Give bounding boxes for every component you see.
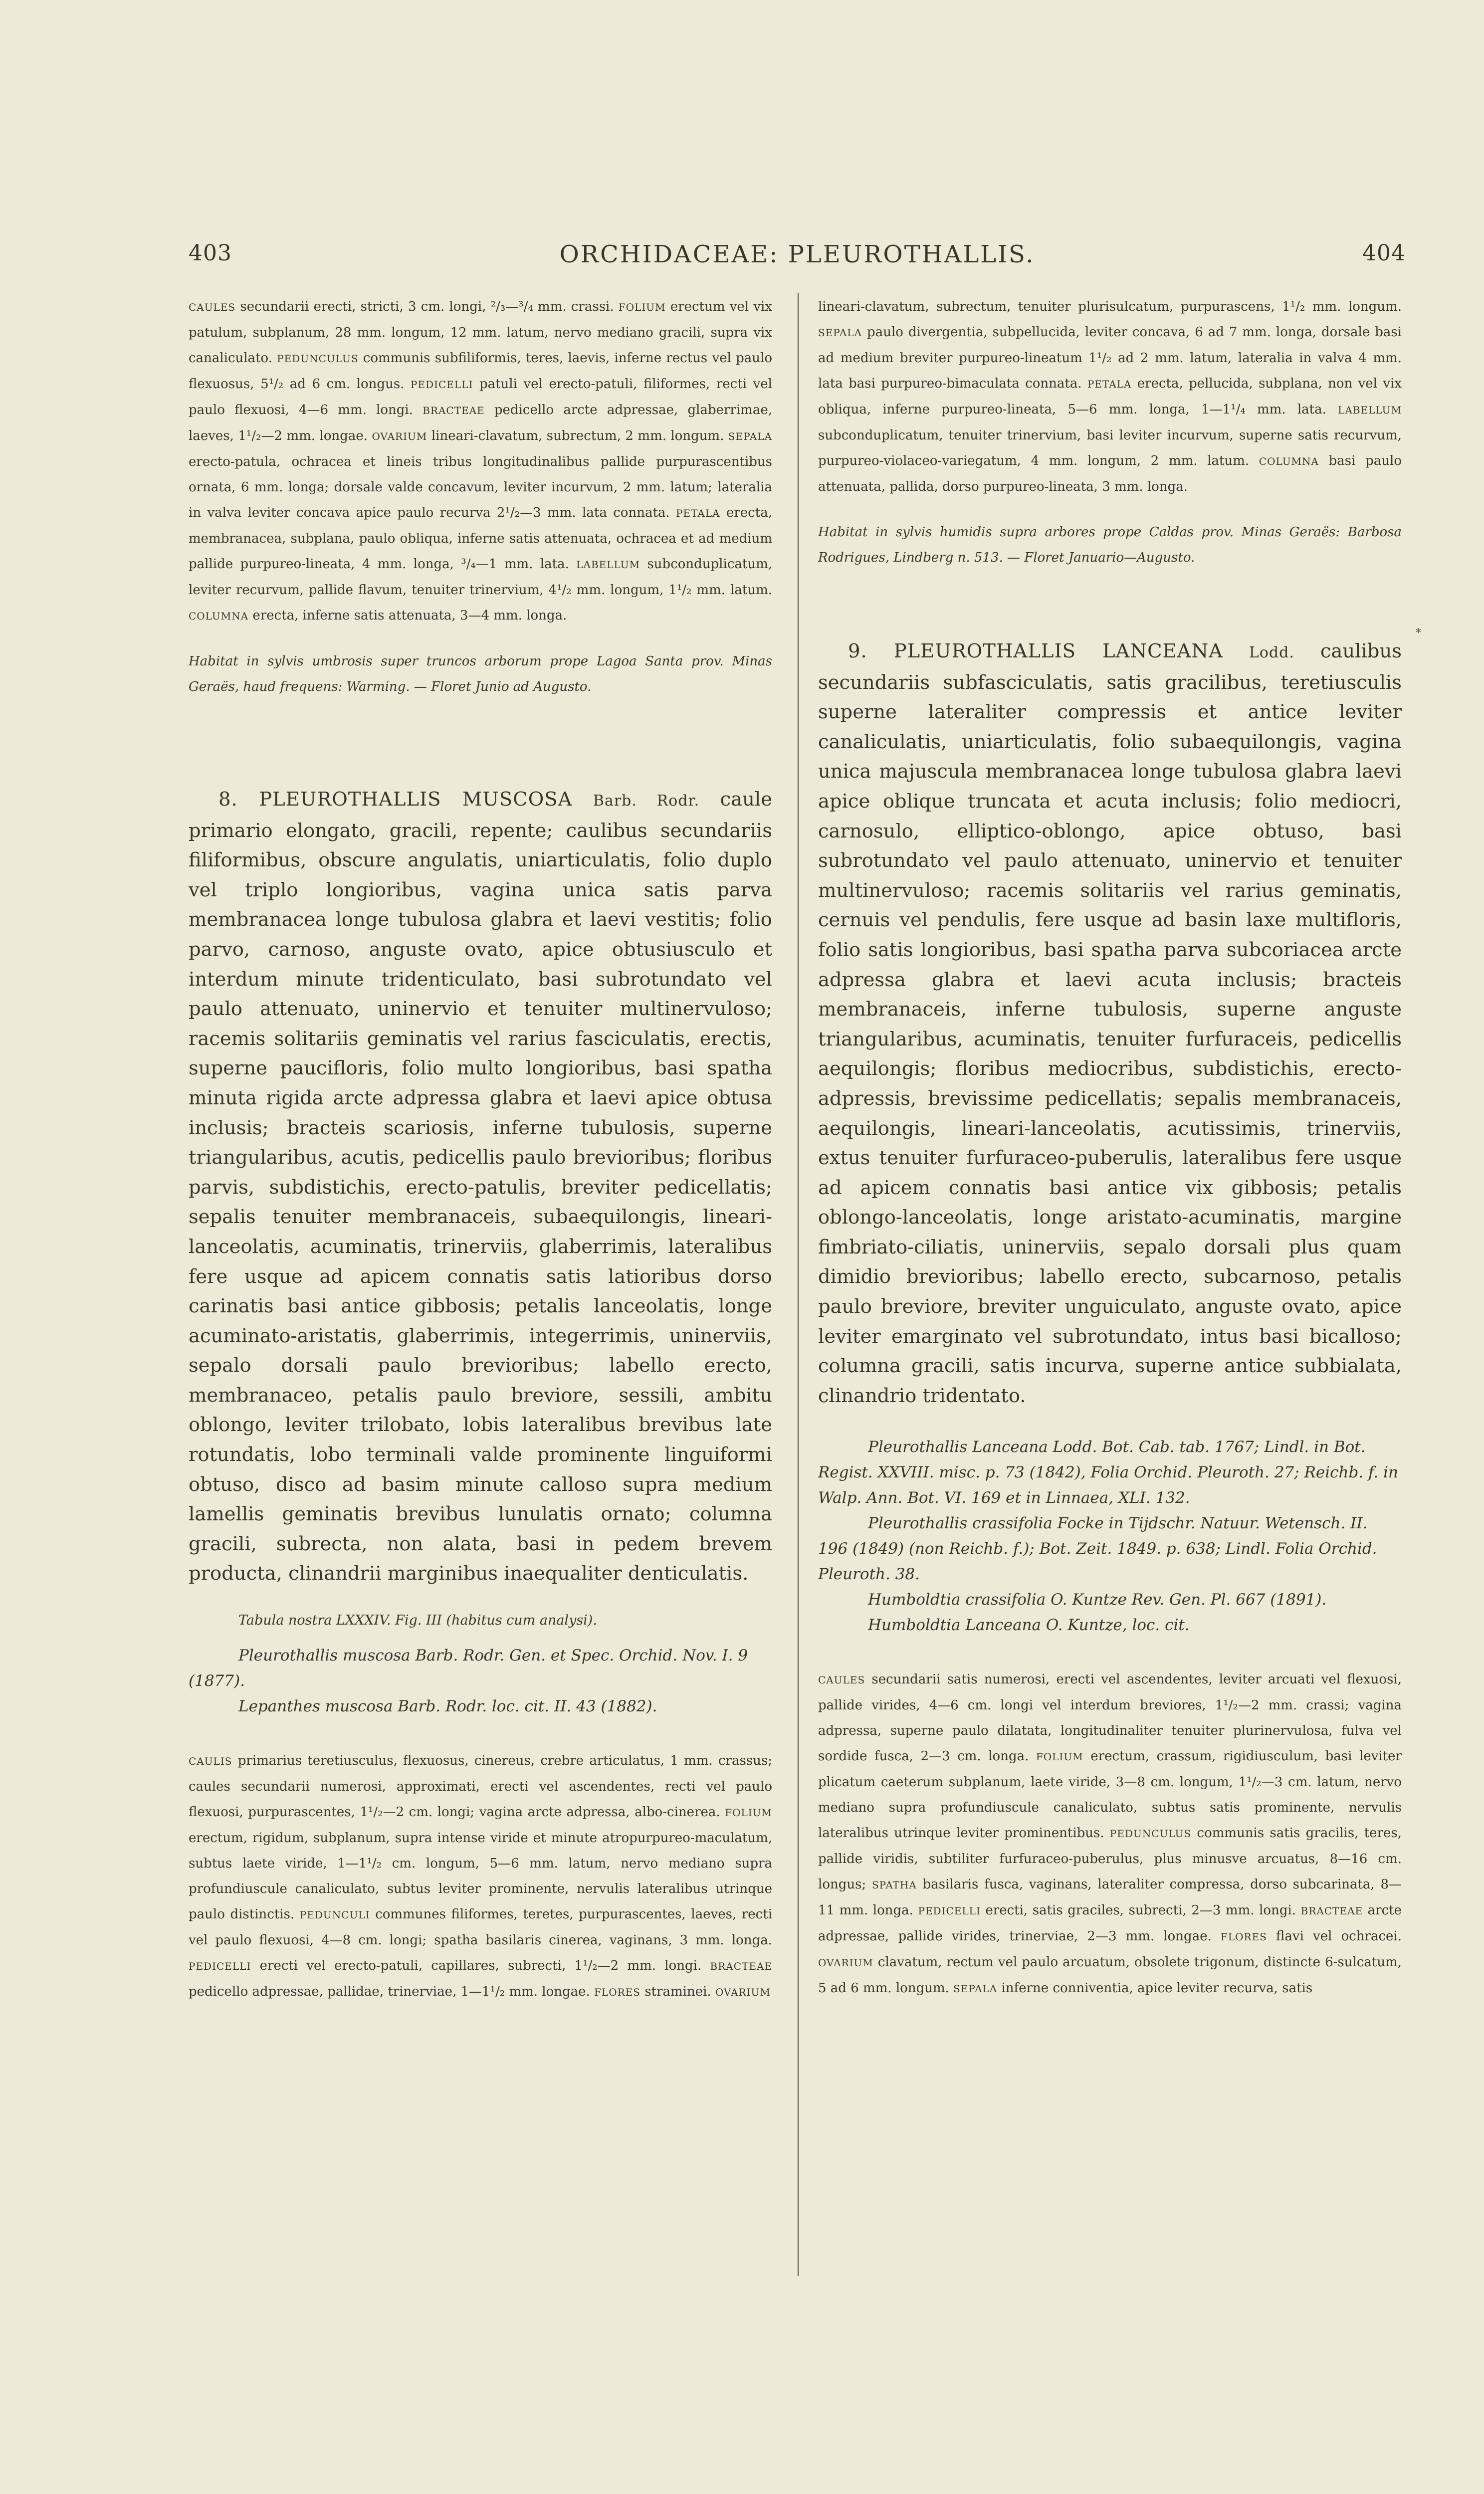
text-run: lineari-clavatum, subrectum, tenuiter plurisulcatum, purpurascens, 1¹/₂ mm. longum. xyxy=(818,299,1402,314)
section-keyword: PEDICELLI xyxy=(411,379,473,391)
text-run: pedicello arcte adpressae, glaberrimae, laeves, 1¹/₂—2 mm. longae. xyxy=(189,403,772,443)
text-run: communis subfiliformis, teres, laevis, inferne rectus vel paulo flexuosus, 5¹/₂ ad 6 cm. longus. xyxy=(189,351,772,392)
text-run: secundarii erecti, stricti, 3 cm. longi, ²/₃—³/₄ mm. crassi. xyxy=(235,299,619,314)
page-number-right: 404 xyxy=(1362,240,1406,266)
section-keyword: OVARIUM xyxy=(715,1986,771,1999)
species-9-description xyxy=(818,1667,1402,2002)
section-keyword: COLUMNA xyxy=(1259,455,1319,467)
section-keyword: SEPALA xyxy=(953,1983,998,1995)
species-8-diagnosis xyxy=(189,785,772,1589)
text-run: basi paulo attenuata, pallida, dorso purpureo-lineata, 3 mm. longa. xyxy=(818,453,1402,494)
text-run: subconduplicatum, tenuiter trinervium, basi leviter incurvum, superne satis recurvum, purpureo-violaceo-variegatum, 4 mm. longum, 2 mm. latum. xyxy=(818,428,1402,468)
running-title-genus: PLEUROTHALLIS. xyxy=(788,240,1035,268)
section-keyword: BRACTEAE xyxy=(710,1960,772,1973)
section-keyword: BRACTEAE xyxy=(1300,1905,1363,1917)
text-run: erecto-patula, ochracea et lineis tribus longitudinalibus pallide purpurascentibus ornata, 6 mm. longa; dorsale valde concavum, leviter incurvum, 2 mm. latum; lateralia in valva leviter concava apice paulo recurva 2¹/₂—3 mm. lata connata. xyxy=(189,454,772,520)
species-8-text: caule primario elongato, gracili, repente; caulibus secundariis filiformibus, obscure angulatis, uniarticulatis, folio duplo vel triplo longioribus, vagina unica satis parva membranacea longe tubulosa glabra et laevi vestitis; folio parvo, carnoso, anguste ovato, apice obtusiusculo et interdum minute tridenticulato, basi subrotundato vel paulo attenuato, uninervio et tenuiter multinervuloso; racemis solitariis geminatis vel rarius fasciculatis, erectis, superne paucifloris, folio multo longioribus, basi spatha minuta rigida arcte adpressa glabra et laevi apice obtusa inclusis; bracteis scariosis, inferne tubulosis, superne triangularibus, acutis, pedicellis paulo brevioribus; floribus parvis, subdistichis, erecto-patulis, breviter pedicellatis; sepalis tenuiter membranaceis, subaequilongis, lineari-lanceolatis, acuminatis, trinerviis, glaberrimis, lateralibus fere usque ad apicem connatis satis latioribus dorso carinatis basi antice gibbosis; petalis lanceolatis, longe acuminato-aristatis, glaberrimis, integerrimis, uninerviis, sepalo dorsali paulo brevioribus; labello erecto, membranaceo, petalis paulo breviore, sessili, ambitu oblongo, leviter trilobato, lobis lateralibus brevibus late rotundatis, lobo terminali valde prominente linguiformi obtuso, disco ad basim minute calloso supra medium lamellis geminatis brevibus lunulatis ornato; columna gracili, subrecta, non alata, basi in pedem brevem producta, clinandrii marginibus inaequaliter denticulatis. xyxy=(189,788,772,1585)
text-run: pedicello adpressae, pallidae, trinerviae, 1—1¹/₂ mm. longae. xyxy=(189,1984,595,2000)
section-keyword: OVARIUM xyxy=(372,430,427,442)
species-9-diagnosis xyxy=(818,636,1402,1411)
description-continuation xyxy=(818,294,1402,500)
text-run: clavatum, rectum vel paulo arcuatum, obsolete trigonum, distincte 6-sulcatum, 5 ad 6 mm. longum. xyxy=(818,1955,1402,1996)
text-run: paulo divergentia, subpellucida, leviter concava, 6 ad 7 mm. longa, dorsale basi ad medium breviter purpureo-lineatum 1¹/₂ ad 2 mm. latum, lateralia in valva 4 mm. lata basi purpureo-bimaculata connata. xyxy=(818,325,1402,391)
text-run: erectum, crassum, rigidiusculum, basi leviter plicatum caeterum subplanum, laete viride, 3—8 cm. longum, 1¹/₂—3 cm. latum, nervo mediano supra profundiuscule canaliculato, subtus satis prominente, nervulis lateralibus utrinque leviter prominentibus. xyxy=(818,1749,1402,1841)
section-keyword: COLUMNA xyxy=(189,610,249,622)
species-9-name: 9. PLEUROTHALLIS LANCEANA xyxy=(848,640,1223,662)
synonymy xyxy=(189,1643,772,1719)
section-keyword: PETALA xyxy=(676,507,720,519)
text-run: communis satis gracilis, teres, pallide viridis, subtiliter furfuraceo-puberulus, plus minusve arcuatus, 8—16 cm. longus; xyxy=(818,1826,1402,1892)
text-run: arcte adpressae, pallide virides, trinerviae, 2—3 mm. longae. xyxy=(818,1903,1402,1944)
column-divider xyxy=(798,293,799,2276)
synonymy xyxy=(818,1435,1402,1638)
page-header xyxy=(189,240,1406,270)
section-keyword: SEPALA xyxy=(728,430,772,442)
page-number-left: 403 xyxy=(189,240,232,266)
habitat-note: Habitat in sylvis humidis supra arbores prope Caldas prov. Minas Geraës: Barbosa Rodrigues, Lindberg n. 513. — Floret Januario—Augusto. xyxy=(818,525,1402,565)
synonym-ref: Humboldtia Lanceana O. Kuntze, loc. cit. xyxy=(868,1616,1190,1635)
species-9-text: caulibus secundariis subfasciculatis, satis gracilibus, teretiusculis superne lateraliter compressis et antice leviter canaliculatis, uniarticulatis, folio subaequilongis, vagina unica majuscula membranacea longe tubulosa glabra laevi apice oblique truncata et acuta inclusis; folio mediocri, carnosulo, elliptico-oblongo, apice obtuso, basi subrotundato vel paulo attenuato, uninervio et tenuiter multinervuloso; racemis solitariis vel rarius geminatis, cernuis vel pendulis, fere usque ad basin laxe multifloris, folio satis longioribus, basi spatha parva subcoriacea arcte adpressa glabra et laevi acuta inclusis; bracteis membranaceis, inferne tubulosis, superne anguste triangularibus, acuminatis, tenuiter furfuraceis, pedicellis aequilongis; floribus mediocribus, subdistichis, erecto-adpressis, brevissime pedicellatis; sepalis membranaceis, aequilongis, lineari-lanceolatis, acutissimis, trinerviis, extus tenuiter furfuraceo-puberulis, lateralibus fere usque ad apicem connatis basi antice vix gibbosis; petalis oblongo-lanceolatis, longe aristato-acuminatis, margine fimbriato-ciliatis, uninerviis, sepalo dorsali plus quam dimidio brevioribus; labello erecto, subcarnoso, petalis paulo breviore, breviter unguiculato, anguste ovato, apice leviter emarginato vel subrotundato, intus basi bicalloso; columna gracili, satis incurva, superne antice subbialata, clinandrio tridentato. xyxy=(818,640,1402,1407)
text-run: erecti, satis graciles, subrecti, 2—3 mm. longi. xyxy=(980,1903,1301,1918)
section-keyword: LABELLUM xyxy=(1338,404,1402,416)
section-keyword: FLORES xyxy=(1221,1931,1267,1943)
margin-mark: * xyxy=(1416,627,1421,639)
section-keyword: FLORES xyxy=(594,1986,641,1999)
text-run: erecta, inferne satis attenuata, 3—4 mm. longa. xyxy=(248,608,567,623)
section-keyword: CAULES xyxy=(818,1674,865,1686)
text-run: erecta, membranacea, subplana, paulo obliqua, inferne satis attenuata, ochracea et ad medium pallide purpureo-lineata, 4 mm. longa, ³/₄—1 mm. lata. xyxy=(189,505,772,572)
text-run: erecta, pellucida, subplana, non vel vix obliqua, inferne purpureo-lineata, 5—6 mm. longa, 1—1¹/₄ mm. lata. xyxy=(818,376,1402,417)
species-8-description xyxy=(189,1748,772,2005)
right-column xyxy=(818,294,1402,2434)
section-keyword: PEDUNCULUS xyxy=(1109,1828,1192,1840)
section-keyword: SEPALA xyxy=(818,327,862,339)
text-run: subconduplicatum, leviter recurvum, pallide flavum, tenuiter trinervium, 4¹/₂ mm. longum, 1¹/₂ mm. latum. xyxy=(189,557,772,598)
text-run: patuli vel erecto-patuli, filiformes, recti vel paulo flexuosi, 4—6 mm. longi. xyxy=(189,377,772,417)
section-keyword: PETALA xyxy=(1087,378,1132,390)
plate-reference: Tabula nostra LXXXIV. Fig. III (habitus cum analysi). xyxy=(238,1613,597,1629)
text-run: secundarii satis numerosi, erecti vel ascendentes, leviter arcuati vel flexuosi, pallide virides, 4—6 cm. longi vel interdum breviores, 1¹/₂—2 mm. crassi; vagina adpressa, superne paulo dilatata, longitudinaliter tenuiter plurinervulosa, fulva vel sordide fusca, 2—3 cm. longa. xyxy=(818,1672,1402,1764)
text-run: basilaris fusca, vaginans, lateraliter compressa, dorso subcarinata, 8—11 mm. longa. xyxy=(818,1877,1402,1918)
text-run: erecti vel erecto-patuli, capillares, subrecti, 1¹/₂—2 mm. longi. xyxy=(251,1958,710,1974)
synonym-ref: Pleurothallis muscosa Barb. Rodr. Gen. et Spec. Orchid. Nov. I. 9 (1877). xyxy=(189,1647,748,1690)
synonym-ref: Humboldtia crassifolia O. Kuntze Rev. Gen. Pl. 667 (1891). xyxy=(868,1591,1327,1609)
text-run: straminei. xyxy=(640,1984,715,2000)
species-8-name: 8. PLEUROTHALLIS MUSCOSA xyxy=(218,788,573,811)
synonym-ref: Lepanthes muscosa Barb. Rodr. loc. cit. II. 43 (1882). xyxy=(238,1697,657,1716)
text-run: communes filiformes, teretes, purpurascentes, laeves, recti vel paulo flexuosi, 4—8 cm. longi; spatha basilaris cinerea, vaginans, 3 mm. longa. xyxy=(189,1907,772,1948)
section-keyword: FOLIUM xyxy=(725,1807,772,1819)
section-keyword: SPATHA xyxy=(871,1879,917,1891)
left-column xyxy=(189,294,772,2434)
description-continuation xyxy=(189,294,772,629)
text-run: flavi vel ochracei. xyxy=(1267,1929,1402,1944)
text-run: primarius teretiusculus, flexuosus, cinereus, crebre articulatus, 1 mm. crassus; caules secundarii numerosi, approximati, erecti vel ascendentes, recti vel paulo flexuosi, purpurascentes, 1¹/₂—2 cm. longi; vagina arcte adpressa, albo-cinerea. xyxy=(189,1753,772,1820)
text-run: inferne conniventia, apice leviter recurva, satis xyxy=(997,1981,1313,1996)
section-keyword: PEDUNCULI xyxy=(299,1909,370,1921)
section-keyword: PEDICELLI xyxy=(189,1960,251,1973)
synonym-ref: Pleurothallis Lanceana Lodd. Bot. Cab. tab. 1767; Lindl. in Bot. Regist. XXVIII. misc. p. 73 (1842), Folia Orchid. Pleuroth. 27; Reichb. f. in Walp. Ann. Bot. VI. 169 et in Linnaea, XLI. 132. xyxy=(818,1438,1398,1507)
species-8-author: Barb. Rodr. xyxy=(593,792,700,810)
synonym-ref: Pleurothallis crassifolia Focke in Tijdschr. Natuur. Wetensch. II. 196 (1849) (non Reichb. f.); Bot. Zeit. 1849. p. 638; Lindl. Folia Orchid. Pleuroth. 38. xyxy=(818,1514,1377,1584)
section-keyword: BRACTEAE xyxy=(423,405,485,416)
section-keyword: CAULIS xyxy=(189,1755,232,1768)
text-run: erectum, rigidum, subplanum, supra intense viride et minute atropurpureo-maculatum, subtus laete viride, 1—1¹/₂ cm. longum, 5—6 mm. latum, nervo mediano supra profundiuscule canaliculato, subtus leviter prominente, nervulis lateralibus utrinque paulo distinctis. xyxy=(189,1831,772,1922)
section-keyword: PEDUNCULUS xyxy=(277,353,359,365)
section-keyword: PEDICELLI xyxy=(918,1905,981,1917)
text-run: erectum vel vix patulum, subplanum, 28 mm. longum, 12 mm. latum, nervo mediano gracili, supra vix canaliculato. xyxy=(189,299,772,366)
section-keyword: OVARIUM xyxy=(818,1957,873,1969)
running-title xyxy=(189,240,1406,268)
text-run: lineari-clavatum, subrectum, 2 mm. longum. xyxy=(427,428,728,443)
section-keyword: FOLIUM xyxy=(618,301,666,313)
running-title-family: ORCHIDACEAE: xyxy=(559,240,779,268)
habitat-note: Habitat in sylvis umbrosis super truncos arborum prope Lagoa Santa prov. Minas Geraës, haud frequens: Warming. — Floret Junio ad Augusto. xyxy=(189,654,772,694)
section-keyword: LABELLUM xyxy=(576,559,640,571)
species-9-author: Lodd. xyxy=(1249,644,1294,661)
section-keyword: FOLIUM xyxy=(1036,1751,1083,1763)
section-keyword: CAULES xyxy=(189,301,236,313)
